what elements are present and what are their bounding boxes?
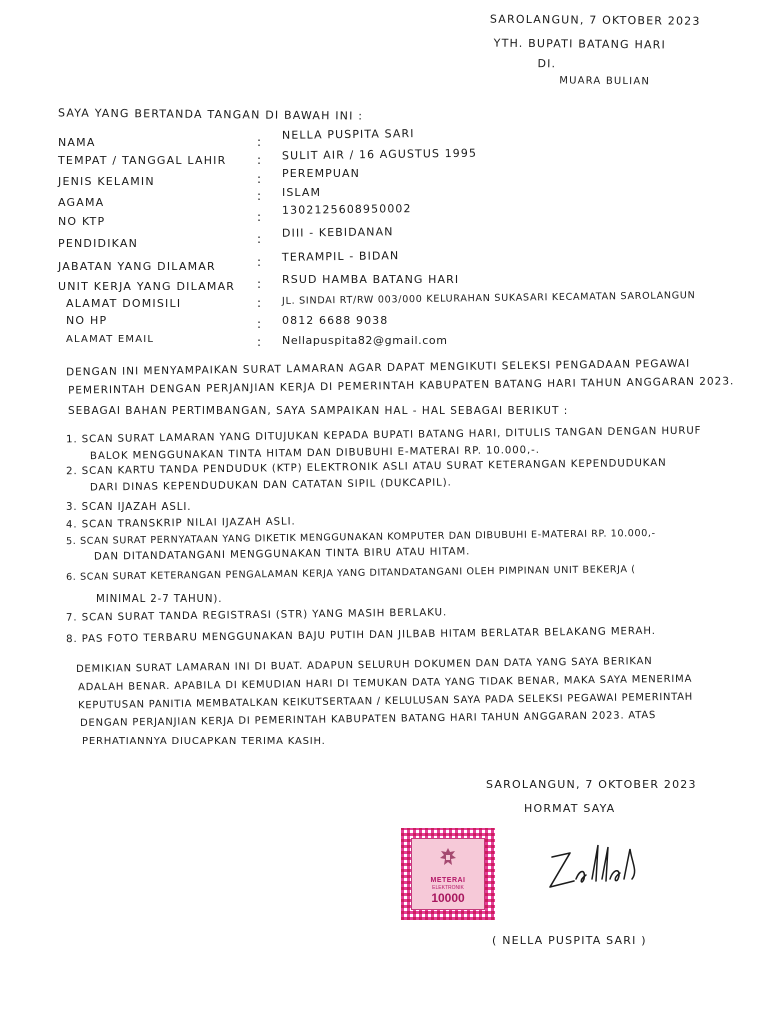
list-item xyxy=(66,626,656,645)
header-place-date: SAROLANGUN, 7 OKTOBER 2023 xyxy=(489,12,701,28)
list-item xyxy=(66,502,191,513)
field-colon: : xyxy=(257,255,262,269)
list-number: 2. xyxy=(65,466,78,478)
field-label-email: ALAMAT EMAIL xyxy=(66,334,155,345)
field-label-address: ALAMAT DOMISILI xyxy=(66,297,182,310)
e-meterai-stamp xyxy=(401,828,495,920)
field-colon: : xyxy=(257,335,262,349)
field-value-phone: 0812 6688 9038 xyxy=(282,314,389,327)
list-number: 8. xyxy=(65,633,78,646)
list-item xyxy=(66,426,702,446)
field-colon: : xyxy=(257,153,262,167)
list-text: SCAN SURAT PERNYATAAN YANG DIKETIK MENGGUNAKAN KOMPUTER DAN DIBUBUHI E-MATERAI RP. 10.000,- xyxy=(79,527,656,547)
field-colon: : xyxy=(257,277,262,291)
list-number: 3. xyxy=(66,502,78,513)
list-text: SCAN SURAT KETERANGAN PENGALAMAN KERJA YANG DITANDATANGANI OLEH PIMPINAN UNIT BEKERJA ( xyxy=(79,564,636,583)
field-value-education: DIII - KEBIDANAN xyxy=(281,225,394,240)
field-label-ktp: NO KTP xyxy=(58,215,106,228)
field-label-birth: TEMPAT / TANGGAL LAHIR xyxy=(58,154,227,167)
sign-name: ( NELLA PUSPITA SARI ) xyxy=(492,934,647,947)
field-colon: : xyxy=(257,317,262,331)
list-text: SCAN SURAT TANDA REGISTRASI (STR) YANG MASIH BERLAKU. xyxy=(81,607,448,624)
field-value-gender: PEREMPUAN xyxy=(282,167,361,180)
garuda-emblem-icon xyxy=(439,847,457,869)
opening-line-2: PEMERINTAH DENGAN PERJANJIAN KERJA DI PEMERINTAH KABUPATEN BATANG HARI TAHUN ANGGARAN 2023. xyxy=(67,375,735,397)
list-text: PAS FOTO TERBARU MENGGUNAKAN BAJU PUTIH DAN JILBAB HITAM BERLATAR BELAKANG MERAH. xyxy=(81,625,656,645)
list-number: 7. xyxy=(65,612,78,624)
field-value-name: NELLA PUSPITA SARI xyxy=(281,127,415,142)
field-colon: : xyxy=(257,232,262,246)
field-value-religion: ISLAM xyxy=(282,186,322,199)
signature-mark xyxy=(540,835,650,895)
field-value-birth: SULIT AIR / 16 AGUSTUS 1995 xyxy=(281,146,478,163)
list-text: SCAN IJAZAH ASLI. xyxy=(81,502,192,513)
field-label-religion: AGAMA xyxy=(58,196,105,209)
stamp-inner xyxy=(411,838,485,910)
field-label-gender: JENIS KELAMIN xyxy=(58,175,155,188)
field-value-address: JL. SINDAI RT/RW 003/000 KELURAHAN SUKASARI KECAMATAN SAROLANGUN xyxy=(281,290,696,307)
field-value-email: Nellapuspita82@gmail.com xyxy=(282,334,448,347)
stamp-label: METERAI xyxy=(430,877,466,884)
list-number: 1. xyxy=(65,434,78,446)
list-item xyxy=(66,607,447,623)
list-item xyxy=(66,564,636,583)
header-at: DI. xyxy=(537,57,557,71)
list-number: 4. xyxy=(65,519,78,531)
field-label-position: JABATAN YANG DILAMAR xyxy=(58,260,216,273)
header-recipient: YTH. BUPATI BATANG HARI xyxy=(493,36,667,52)
sign-regards: HORMAT SAYA xyxy=(524,802,616,815)
field-colon: : xyxy=(257,172,262,186)
header-location: MUARA BULIAN xyxy=(559,75,651,88)
closing-line-4: DENGAN PERJANJIAN KERJA DI PEMERINTAH KABUPATEN BATANG HARI TAHUN ANGGARAN 2023. ATAS xyxy=(79,709,657,730)
stamp-type: ELEKTRONIK xyxy=(432,885,464,891)
list-item xyxy=(66,516,296,530)
field-colon: : xyxy=(257,189,262,203)
field-label-phone: NO HP xyxy=(66,314,108,327)
list-item-continued: DARI DINAS KEPENDUDUKAN DAN CATATAN SIPIL (DUKCAPIL). xyxy=(89,477,452,494)
list-text: SCAN SURAT LAMARAN YANG DITUJUKAN KEPADA BUPATI BATANG HARI, DITULIS TANGAN DENGAN HURUF xyxy=(81,425,702,446)
list-number: 5. xyxy=(65,535,77,548)
field-value-position: TERAMPIL - BIDAN xyxy=(281,249,400,264)
list-item-continued: DAN DITANDATANGANI MENGGUNAKAN TINTA BIRU ATAU HITAM. xyxy=(93,546,471,563)
field-label-education: PENDIDIKAN xyxy=(58,237,139,250)
list-text: SCAN TRANSKRIP NILAI IJAZAH ASLI. xyxy=(81,516,296,531)
list-number: 6. xyxy=(65,571,77,583)
stamp-amount: 10000 xyxy=(431,891,465,905)
list-item xyxy=(66,528,656,547)
consider-intro: SEBAGAI BAHAN PERTIMBANGAN, SAYA SAMPAIKAN HAL - HAL SEBAGAI BERIKUT : xyxy=(68,405,569,417)
closing-line-2: ADALAH BENAR. APABILA DI KEMUDIAN HARI DI TEMUKAN DATA YANG TIDAK BENAR, MAKA SAYA MENERIMA xyxy=(77,673,693,694)
field-label-name: NAMA xyxy=(58,136,96,149)
sign-place-date: SAROLANGUN, 7 OKTOBER 2023 xyxy=(486,778,697,791)
intro-text: SAYA YANG BERTANDA TANGAN DI BAWAH INI : xyxy=(57,106,364,123)
field-colon: : xyxy=(257,210,262,224)
field-label-unit: UNIT KERJA YANG DILAMAR xyxy=(58,280,236,293)
field-colon: : xyxy=(257,135,262,149)
letter-header xyxy=(488,12,758,88)
opening-line-1: DENGAN INI MENYAMPAIKAN SURAT LAMARAN AGAR DAPAT MENGIKUTI SELEKSI PENGADAAN PEGAWAI xyxy=(65,357,691,379)
list-item-continued: MINIMAL 2-7 TAHUN). xyxy=(96,594,223,605)
field-value-ktp: 1302125608950002 xyxy=(281,202,412,217)
field-value-unit: RSUD HAMBA BATANG HARI xyxy=(282,273,460,286)
closing-line-3: KEPUTUSAN PANITIA MEMBATALKAN KEIKUTSERTAAN / KELULUSAN SAYA PADA SELEKSI PEGAWAI PEMERINTAH xyxy=(77,691,693,712)
list-text: SCAN KARTU TANDA PENDUDUK (KTP) ELEKTRONIK ASLI ATAU SURAT KETERANGAN KEPENDUDUKAN xyxy=(81,457,667,477)
list-item-continued: BALOK MENGGUNAKAN TINTA HITAM DAN DIBUBUHI E-MATERAI RP. 10.000,-. xyxy=(89,444,540,463)
closing-line-5: PERHATIANNYA DIUCAPKAN TERIMA KASIH. xyxy=(82,736,326,747)
closing-line-1: DEMIKIAN SURAT LAMARAN INI DI BUAT. ADAPUN SELURUH DOKUMEN DAN DATA YANG SAYA BERIKAN xyxy=(75,655,653,676)
field-colon: : xyxy=(257,296,262,310)
